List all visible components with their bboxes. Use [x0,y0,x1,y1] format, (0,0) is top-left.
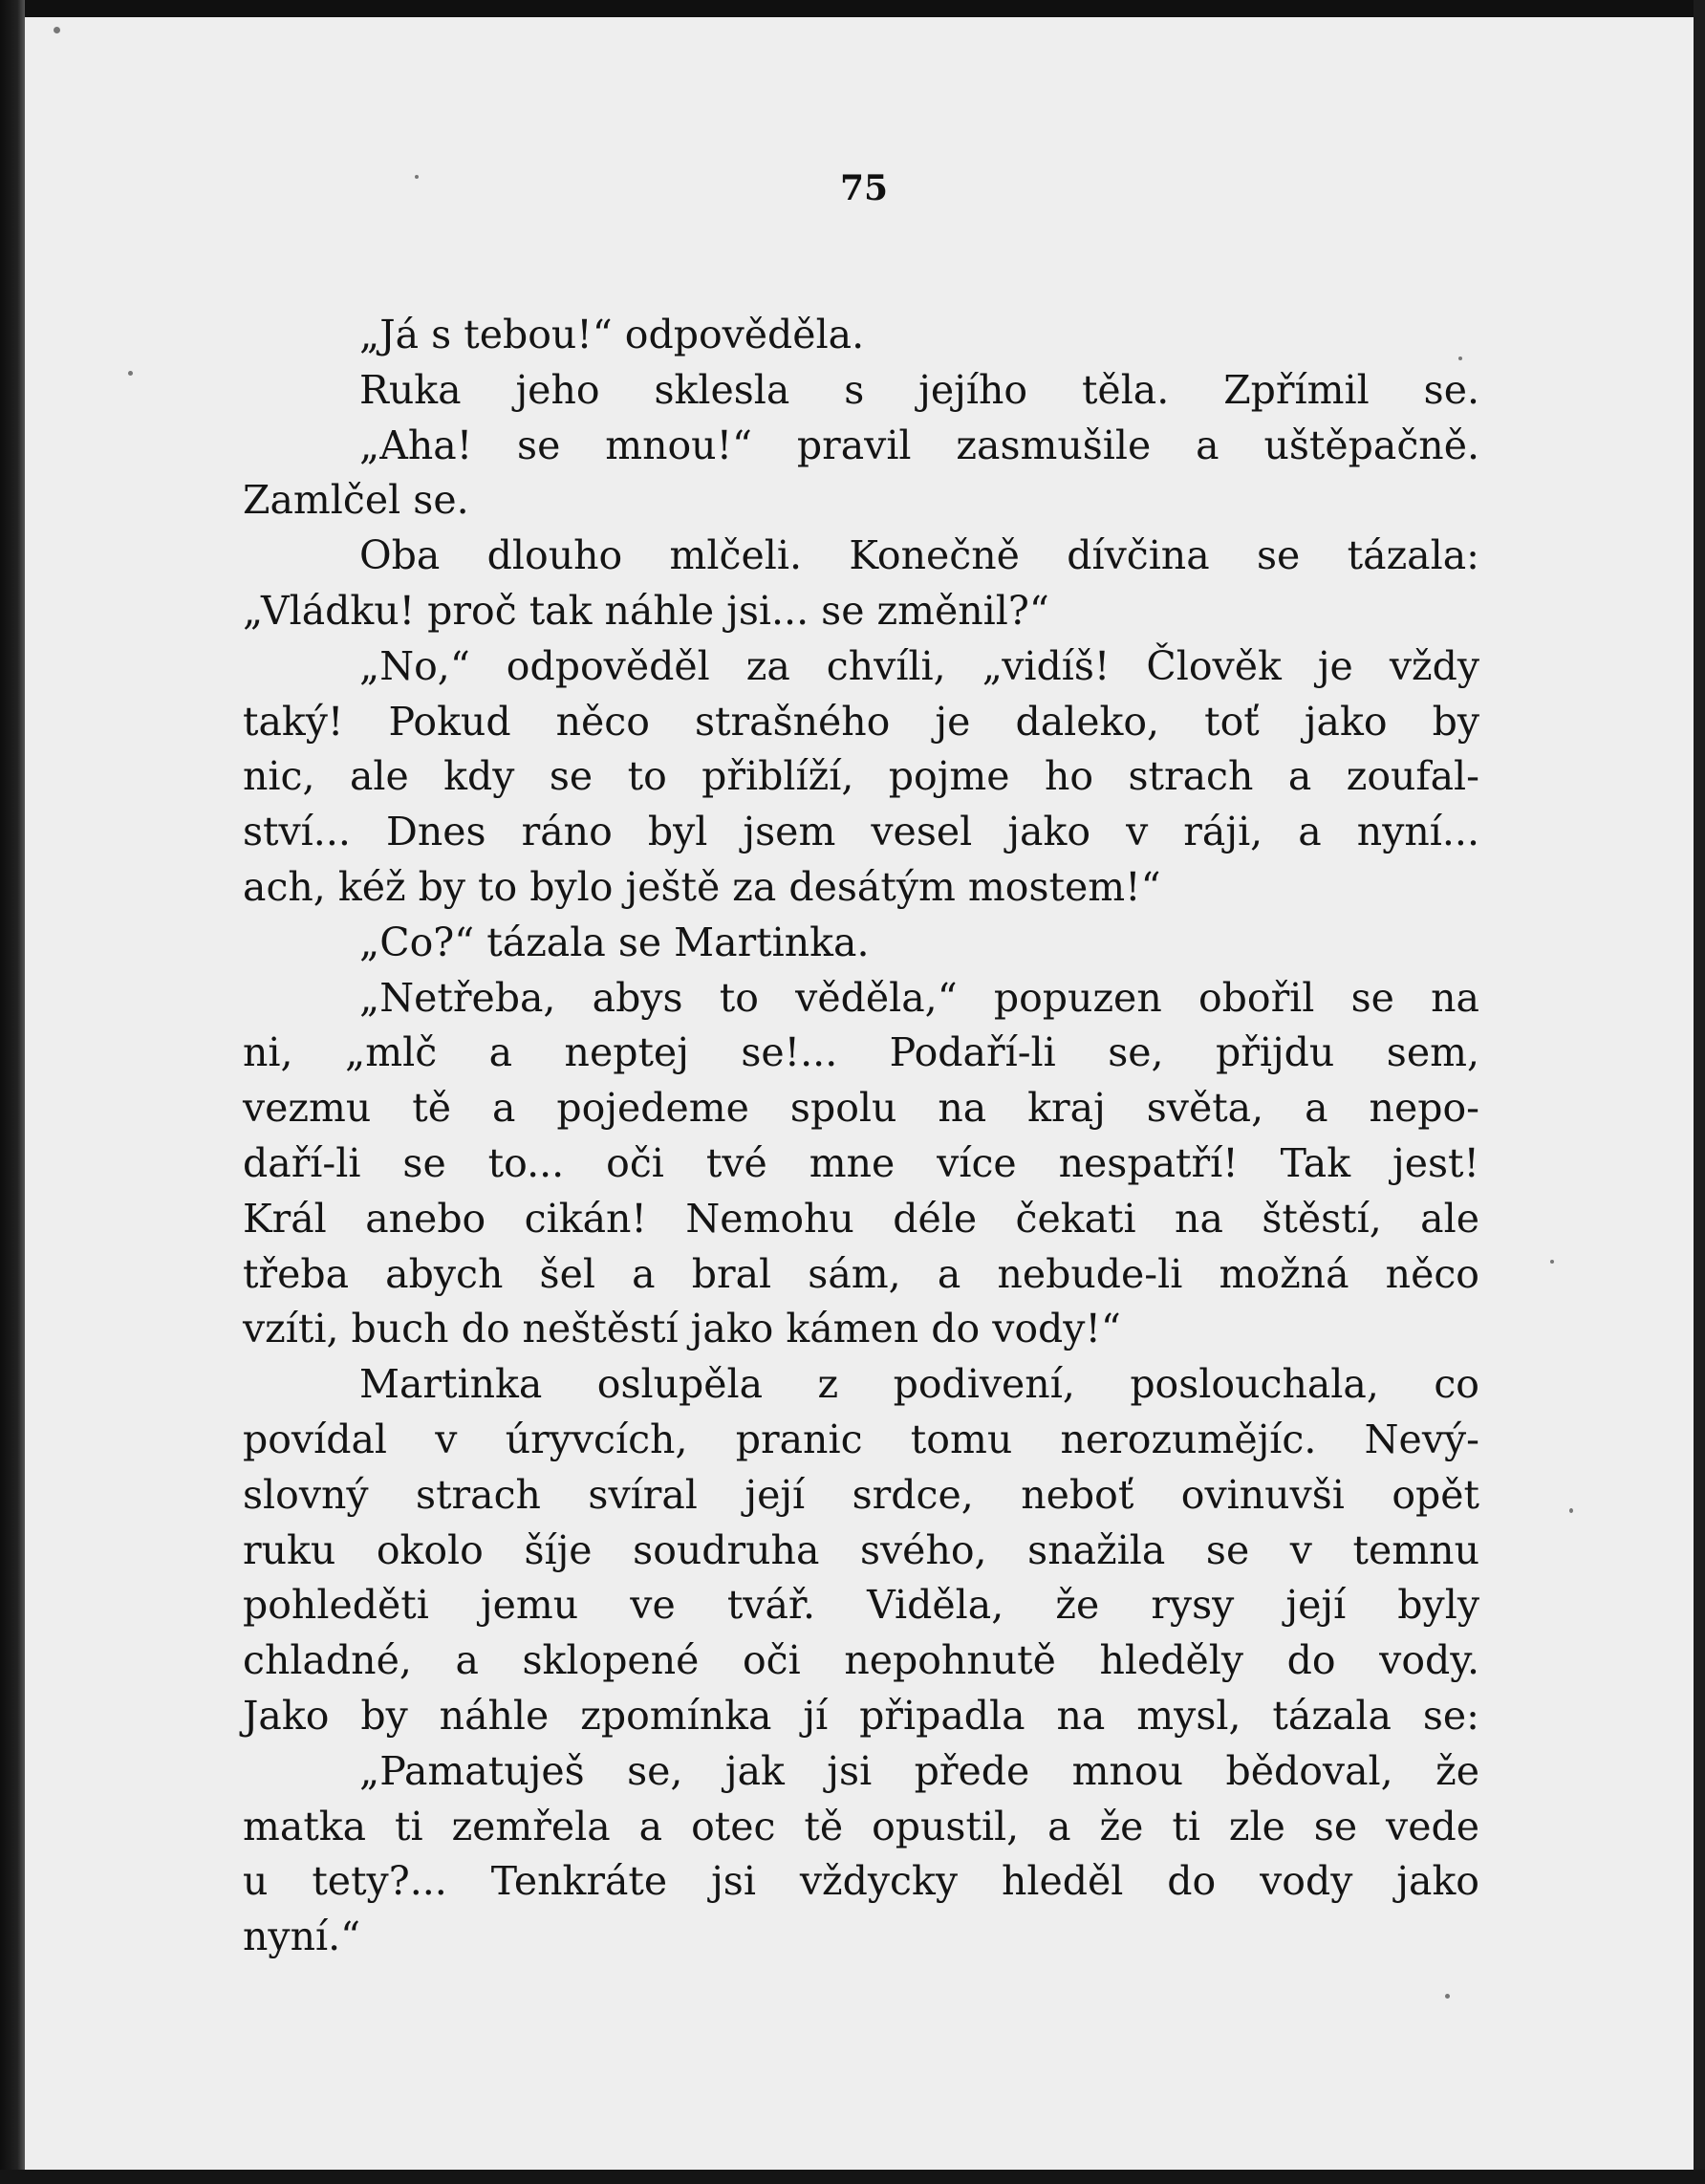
scan-speck [1569,1508,1573,1513]
text-line: slovný strach svíral její srdce, neboť ovinuvši opět [243,1471,1479,1518]
scan-speck [54,27,60,33]
body-text [243,308,1479,1965]
text-line: „Aha! se mnou!“ pravil zasmušile a uštěpačně. [359,422,1479,468]
text-line: ni, „mlč a neptej se!... Podaří-li se, přijdu sem, [243,1029,1479,1076]
text-line: vzíti, buch do neštěstí jako kámen do vody!“ [243,1306,1121,1352]
text-line: Jako by náhle zpomínka jí připadla na mysl, tázala se: [243,1692,1479,1739]
text-line: „Netřeba, abys to věděla,“ popuzen obořil se na [359,974,1479,1021]
page-number: 75 [839,168,889,208]
text-line: pohleděti jemu ve tvář. Viděla, že rysy její byly [243,1582,1479,1629]
text-line: „Co?“ tázala se Martinka. [359,919,870,965]
text-line: taký! Pokud něco strašného je daleko, toť jako by [243,698,1479,745]
scan-speck [1550,1260,1554,1264]
scan-speck [128,371,133,376]
text-line: ach, kéž by to bylo ještě za desátým mostem!“ [243,863,1161,910]
text-line: Král anebo cikán! Nemohu déle čekati na štěstí, ale [243,1195,1479,1242]
text-line: matka ti zemřela a otec tě opustil, a že ti zle se vede [243,1803,1479,1849]
text-line: nyní.“ [243,1914,361,1960]
scan-top-border [0,0,1705,17]
text-line: Ruka jeho sklesla s jejího těla. Zpřímil se. [359,366,1479,413]
book-page [25,17,1694,2170]
text-line: Oba dlouho mlčeli. Konečně dívčina se tázala: [359,532,1479,579]
text-line: „No,“ odpověděl za chvíli, „vidíš! Člověk je vždy [359,642,1479,689]
text-line: povídal v úryvcích, pranic tomu nerozumějíc. Nevý- [243,1416,1479,1462]
text-line: Martinka oslupěla z podivení, poslouchala, co [359,1361,1479,1408]
text-line: Zamlčel se. [243,477,469,524]
scan-binding-edge [0,0,25,2184]
scan-bottom-border [0,2170,1705,2184]
text-line: daří-li se to... oči tvé mne více nespatří! Tak jest! [243,1139,1479,1186]
scan-speck [1445,1994,1450,1999]
text-line: chladné, a sklopené oči nepohnutě hleděly do vody. [243,1637,1479,1684]
scan-right-border [1694,0,1705,2184]
text-line: u tety?... Tenkráte jsi vždycky hleděl do vody jako [243,1858,1479,1905]
text-line: nic, ale kdy se to přiblíží, pojme ho strach a zoufal- [243,753,1479,800]
text-line: „Já s tebou!“ odpověděla. [359,312,865,357]
text-line: ství... Dnes ráno byl jsem vesel jako v ráji, a nyní... [243,809,1479,855]
text-line: „Pamatuješ se, jak jsi přede mnou bědoval, že [359,1747,1479,1794]
text-line: ruku okolo šíje soudruha svého, snažila se v temnu [243,1526,1479,1573]
text-line: „Vládku! proč tak náhle jsi... se změnil?“ [243,587,1049,634]
text-line: třeba abych šel a bral sám, a nebude-li možná něco [243,1250,1479,1297]
text-line: vezmu tě a pojedeme spolu na kraj světa, a nepo- [243,1085,1479,1132]
